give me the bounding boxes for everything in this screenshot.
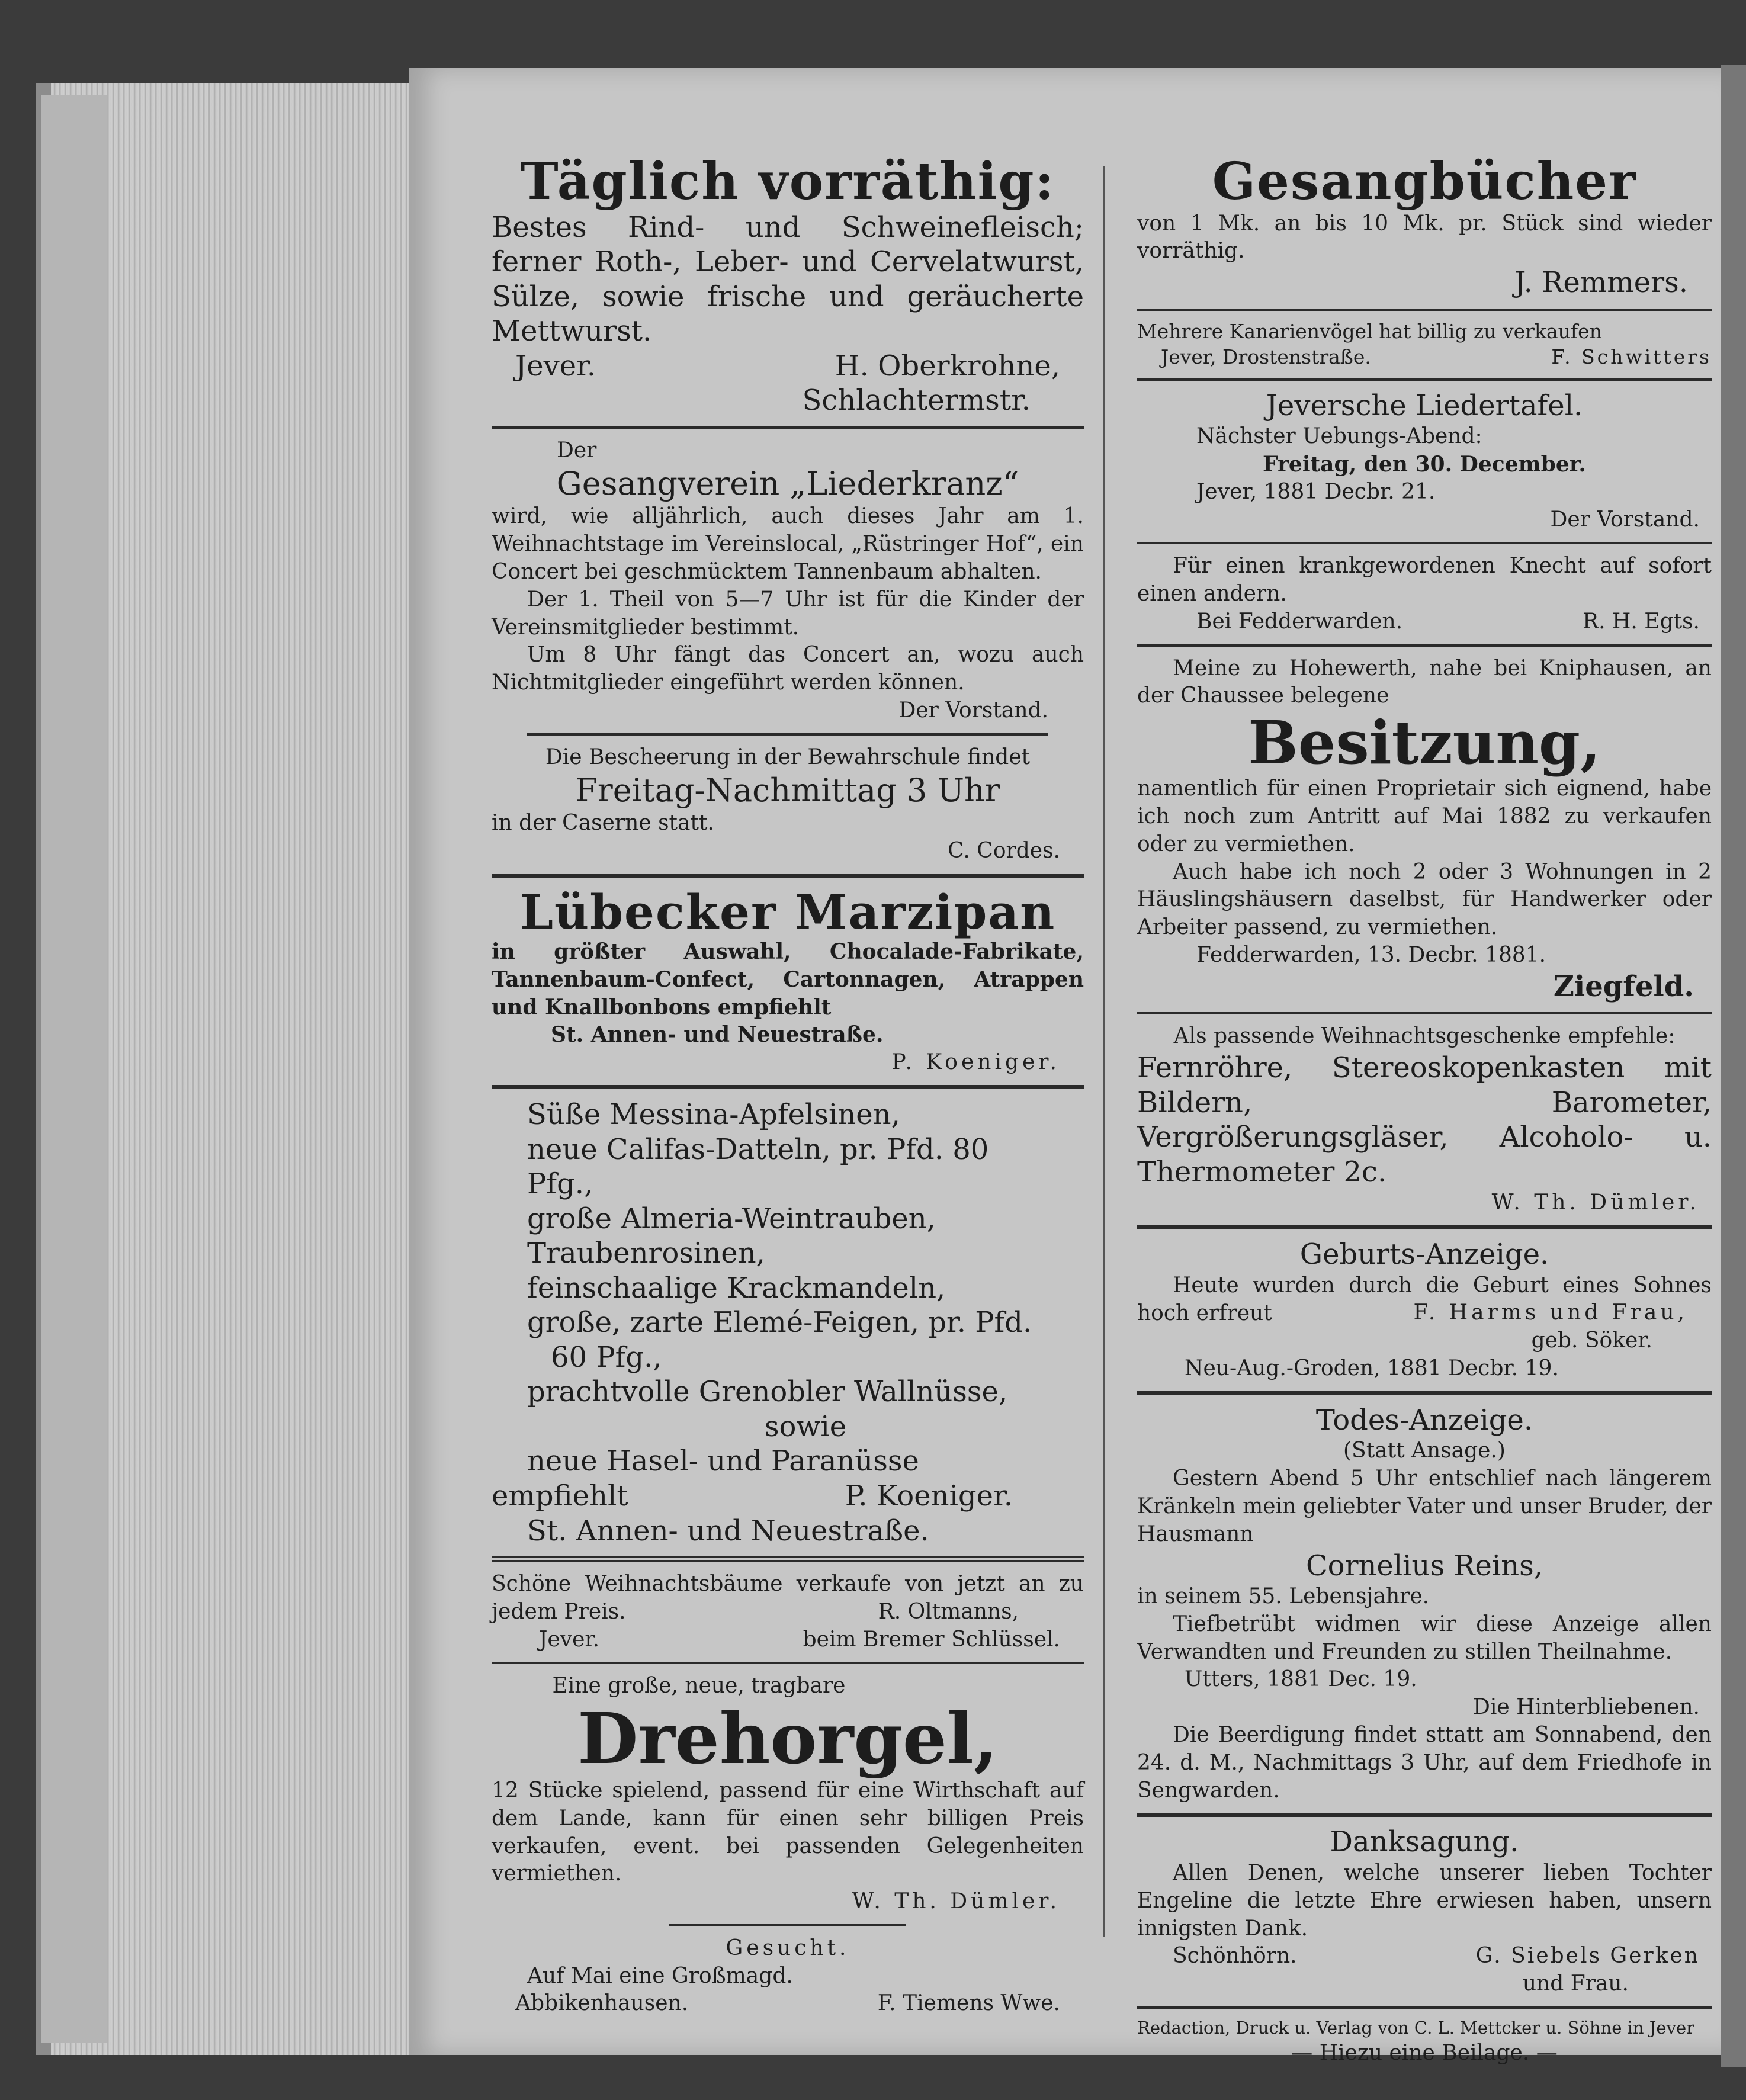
ad-property <box>1137 655 1712 1004</box>
ad-title: Lübecker Marzipan <box>519 884 1056 940</box>
ad-signature: F. Schwitters <box>1551 345 1712 368</box>
ad-signature: Der Vorstand. <box>898 698 1048 723</box>
ad-paragraph: Gestern Abend 5 Uhr entschlief nach längerem Kränkeln mein geliebter Vater und unser Bruder, der Hausmann <box>1137 1466 1712 1546</box>
ad-place: Jever. <box>515 349 596 383</box>
ad-signature-detail: und Frau. <box>1522 1971 1629 1996</box>
ad-choir <box>492 437 1084 725</box>
divider <box>1137 644 1712 647</box>
left-column <box>492 154 1084 2018</box>
ad-pre: Der <box>557 438 597 463</box>
ad-highlight: Freitag-Nachmittag 3 Uhr <box>575 771 1000 809</box>
ad-body: von 1 Mk. an bis 10 Mk. pr. Stück sind wieder vorräthig. <box>1137 211 1712 264</box>
ad-christmas-gifts <box>1137 1023 1712 1217</box>
ad-paragraph: wird, wie alljährlich, auch dieses Jahr am 1. Weihnachtstage im Vereinslocal, „Rüstringer Hof“, ein Concert bei geschmücktem Tannenbaum abhalten. <box>492 504 1084 585</box>
ad-hymnals <box>1137 154 1712 300</box>
ad-body: in größter Auswahl, Chocalade-Fabrikate, Tannenbaum-Confect, Cartonnagen, Atrappen und Knallbonbons empfiehlt <box>492 939 1084 1020</box>
fruit-line: feinschaalige Krackmandeln, <box>527 1271 946 1305</box>
ad-title: Geburts-Anzeige. <box>1299 1238 1549 1271</box>
ad-thanks <box>1137 1825 1712 1998</box>
ad-signature: R. Oltmanns, <box>878 1599 1019 1624</box>
ad-date-highlight: Freitag, den 30. December. <box>1263 451 1586 477</box>
divider <box>492 1085 1084 1089</box>
ad-body: Bestes Rind- und Schweinefleisch; ferner Roth-, Leber- und Cervelatwurst, Sülze, sowie frische und geräucherte Mettwurst. <box>492 210 1084 348</box>
ad-signature: G. Siebels Gerken <box>1475 1944 1700 1969</box>
fruit-line: neue Hasel- und Paranüsse <box>527 1444 919 1478</box>
ad-signature: C. Cordes. <box>948 839 1060 863</box>
fruit-line: prachtvolle Grenobler Wallnüsse, <box>527 1375 1008 1409</box>
ad-title: Danksagung. <box>1330 1825 1519 1859</box>
ad-signature: W. Th. Dümler. <box>852 1889 1060 1914</box>
ad-christmas-trees <box>492 1571 1084 1653</box>
ad-signature: Die Hinterbliebenen. <box>1472 1695 1700 1720</box>
ad-date: Neu-Aug.-Groden, 1881 Decbr. 19. <box>1185 1356 1559 1380</box>
ad-lead: empfiehlt <box>492 1479 628 1513</box>
ad-address: St. Annen- und Neuestraße. <box>551 1022 884 1048</box>
fruit-line: 60 Pfg., <box>551 1340 662 1374</box>
ad-body: Fernröhre, Stereoskopenkasten mit Bildern, Barometer, Vergrößerungsgläser, Alcoholo- u. Thermometer 2c. <box>1137 1051 1712 1189</box>
ad-signature: P. Koeniger. <box>845 1479 1013 1513</box>
fruit-line: neue Califas-Datteln, pr. Pfd. 80 <box>527 1132 989 1166</box>
ad-pre: Als passende Weihnachtsgeschenke empfehle: <box>1173 1024 1676 1049</box>
ad-body: Heute wurden durch die Geburt eines Sohnes hoch erfreut <box>1137 1273 1712 1325</box>
divider <box>492 426 1084 429</box>
fruit-line: große, zarte Elemé-Feigen, pr. Pfd. <box>527 1306 1032 1340</box>
ad-place: Jever, Drostenstraße. <box>1161 345 1371 368</box>
ad-title: Drehorgel, <box>577 1697 998 1780</box>
ad-pre: Meine zu Hohewerth, nahe bei Kniphausen, an der Chaussee belegene <box>1137 656 1712 708</box>
ad-body: Für einen krankgewordenen Knecht auf sofort einen andern. <box>1137 554 1712 606</box>
ad-barrel-organ <box>492 1672 1084 1916</box>
ad-role: Schlachtermstr. <box>802 384 1031 418</box>
fruit-line: Traubenrosinen, <box>527 1237 765 1270</box>
ad-body: Allen Denen, welche unserer lieben Tochter Engeline die letzte Ehre erwiesen haben, unsern innigsten Dank. <box>1137 1861 1712 1941</box>
fruit-line: große Almeria-Weintrauben, <box>527 1202 936 1235</box>
ad-body: Auf Mai eine Großmagd. <box>527 1963 793 1988</box>
fruit-line: Pfg., <box>527 1167 593 1201</box>
ad-line: Jever, 1881 Decbr. 21. <box>1196 479 1436 504</box>
divider <box>492 1556 1084 1562</box>
divider <box>1137 542 1712 544</box>
ad-paragraph: Tiefbetrübt widmen wir diese Anzeige allen Verwandten und Freunden zu stillen Theilnahme. <box>1137 1611 1712 1664</box>
ad-paragraph: in seinem 55. Lebensjahre. <box>1137 1584 1430 1609</box>
ad-body: Schöne Weihnachtsbäume verkaufe von jetzt an zu jedem Preis. <box>492 1572 1084 1624</box>
ad-title: Gesucht. <box>726 1935 850 1960</box>
ad-signature: Ziegfeld. <box>1553 969 1694 1003</box>
divider <box>1137 2006 1712 2009</box>
ad-place: Schönhörn. <box>1173 1944 1297 1969</box>
ad-deceased-name: Cornelius Reins, <box>1305 1549 1543 1582</box>
divider <box>1137 378 1712 381</box>
fruit-line: Süße Messina-Apfelsinen, <box>527 1098 900 1132</box>
supplement-note: — Hiezu eine Beilage. — <box>1291 2040 1558 2065</box>
right-column <box>1137 154 1712 2067</box>
ad-death <box>1137 1404 1712 1805</box>
divider <box>1137 1225 1712 1229</box>
ad-marzipan <box>492 886 1084 1077</box>
ad-date: Fedderwarden, 13. Decbr. 1881. <box>1196 943 1546 968</box>
ad-signature: H. Oberkrohne, <box>835 349 1060 383</box>
ad-paragraph: Um 8 Uhr fängt das Concert an, wozu auch Nichtmitglieder eingeführt werden können. <box>492 643 1084 695</box>
ad-place: Bei Fedderwarden. <box>1196 609 1403 634</box>
divider <box>1137 1813 1712 1817</box>
ad-signature: J. Remmers. <box>1514 266 1688 300</box>
ad-place: Abbikenhausen. <box>515 1991 689 2016</box>
ad-title: Gesangverein „Liederkranz“ <box>556 464 1019 502</box>
divider <box>527 733 1048 736</box>
ad-farmhand <box>1137 553 1712 635</box>
ad-title: Besitzung, <box>1248 708 1601 778</box>
ad-paragraph: Auch habe ich noch 2 oder 3 Wohnungen in 2 Häuslingshäusern daselbst, für Handwerker oder Arbeiter passend, zu vermiethen. <box>1137 859 1712 940</box>
ad-title: Täglich vorräthig: <box>520 152 1055 211</box>
ad-signature: F. Tiemens Wwe. <box>877 1991 1060 2016</box>
ad-line: in der Caserne statt. <box>492 811 714 836</box>
ad-place-detail: beim Bremer Schlüssel. <box>803 1627 1060 1652</box>
ad-body: Mehrere Kanarienvögel hat billig zu verkaufen <box>1137 319 1602 343</box>
ad-school <box>492 744 1084 865</box>
divider <box>1137 309 1712 311</box>
ad-title: Todes-Anzeige. <box>1315 1403 1533 1437</box>
ad-line: Die Bescheerung in der Bewahrschule findet <box>545 744 1031 769</box>
ad-signature: Der Vorstand. <box>1550 507 1700 532</box>
ad-address: St. Annen- und Neuestraße. <box>527 1514 929 1547</box>
ad-body: 12 Stücke spielend, passend für eine Wirthschaft auf dem Lande, kann für einen sehr billigen Preis verkaufen, event. bei passenden Gelegenheiten vermiethen. <box>492 1778 1084 1886</box>
divider <box>1137 1012 1712 1014</box>
ad-canaries <box>1137 319 1712 370</box>
page-right-edge <box>1721 65 1746 2067</box>
page-footer <box>1137 2017 1712 2067</box>
divider <box>492 1662 1084 1664</box>
ad-wanted <box>492 1935 1084 2018</box>
divider <box>1137 1391 1712 1395</box>
ad-fruits <box>492 1097 1084 1548</box>
ad-place: Jever. <box>539 1627 600 1652</box>
ad-signature: P. Koeniger. <box>891 1050 1060 1075</box>
ad-signature-detail: geb. Söker. <box>1531 1328 1652 1353</box>
ad-title: Gesangbücher <box>1212 152 1637 211</box>
ad-signature: F. Harms und Frau, <box>1413 1301 1688 1325</box>
ad-line: Nächster Uebungs-Abend: <box>1196 424 1482 449</box>
ad-signature: W. Th. Dümler. <box>1491 1190 1700 1215</box>
ad-paragraph: Der 1. Theil von 5—7 Uhr ist für die Kinder der Vereinsmitglieder bestimmt. <box>492 587 1084 640</box>
ad-title: Jeversche Liedertafel. <box>1266 388 1583 422</box>
ad-paragraph: namentlich für einen Proprietair sich eignend, habe ich noch zum Antritt auf Mai 1882 zu verkaufen oder zu vermiethen. <box>1137 776 1712 856</box>
ad-meat <box>492 154 1084 418</box>
fruit-line: sowie <box>764 1409 847 1443</box>
ad-date: Utters, 1881 Dec. 19. <box>1185 1667 1417 1692</box>
ad-liedertafel <box>1137 389 1712 534</box>
ad-signature: R. H. Egts. <box>1583 609 1700 634</box>
book-binding <box>41 95 107 2043</box>
ad-paragraph: Die Beerdigung findet sttatt am Sonnabend, den 24. d. M., Nachmittags 3 Uhr, auf dem Friedhofe in Sengwarden. <box>1137 1723 1712 1803</box>
imprint: Redaction, Druck u. Verlag von C. L. Mettcker u. Söhne in Jever <box>1137 2018 1694 2038</box>
ad-birth <box>1137 1238 1712 1383</box>
divider <box>669 1924 906 1926</box>
divider <box>492 874 1084 878</box>
ad-pre: Eine große, neue, tragbare <box>552 1674 846 1698</box>
column-divider <box>1103 166 1105 1937</box>
ad-subtitle: (Statt Ansage.) <box>1343 1438 1506 1463</box>
